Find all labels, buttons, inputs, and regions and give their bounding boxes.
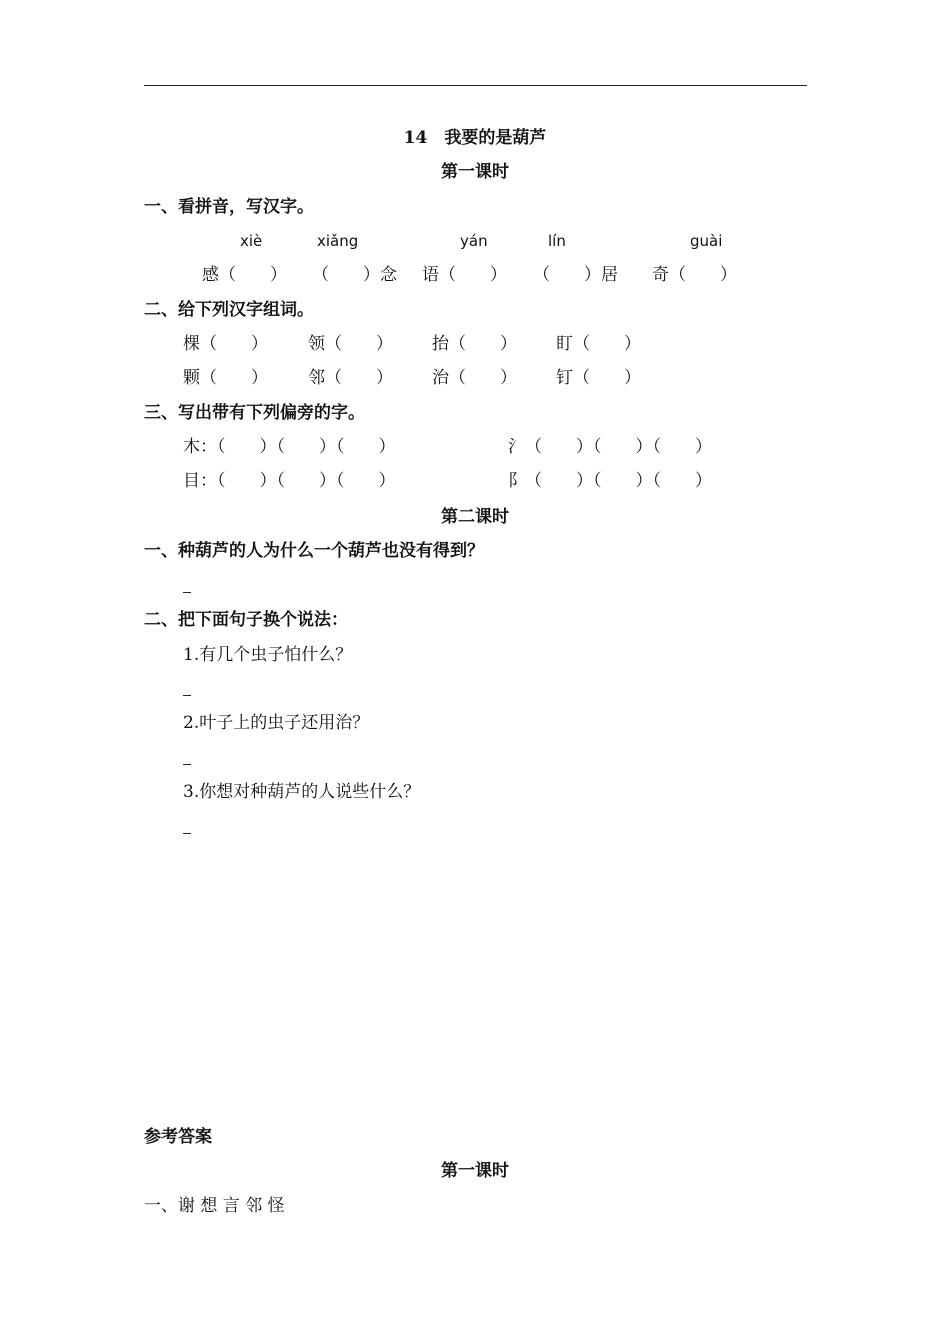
word-item-1[interactable]: 棵（ ） xyxy=(183,334,268,354)
answer-blank-1[interactable] xyxy=(183,592,191,593)
answer-blank-2[interactable] xyxy=(183,695,191,696)
header-rule xyxy=(144,85,807,86)
fill-item-3[interactable]: 语（ ） xyxy=(422,265,507,285)
pinyin-1: xiè xyxy=(240,232,263,250)
pinyin-3: yán xyxy=(460,232,488,250)
pinyin-2: xiǎng xyxy=(317,232,359,250)
word-item-4[interactable]: 盯（ ） xyxy=(556,334,641,354)
section-heading-lesson-1: 第一课时 xyxy=(441,162,509,182)
word-item-5[interactable]: 颗（ ） xyxy=(183,368,268,388)
answer-blank-4[interactable] xyxy=(183,833,191,834)
answers-title: 参考答案 xyxy=(144,1127,212,1147)
pinyin-5: guài xyxy=(690,232,723,250)
question-2-title: 二、给下列汉字组词。 xyxy=(144,300,314,320)
fill-item-2[interactable]: （ ）念 xyxy=(312,265,397,285)
question-2-2-title: 二、把下面句子换个说法： xyxy=(144,610,348,630)
word-item-2[interactable]: 领（ ） xyxy=(308,334,393,354)
radical-row-1-right[interactable]: 氵（ ）（ ）（ ） xyxy=(508,437,712,457)
word-item-7[interactable]: 治（ ） xyxy=(432,368,517,388)
sentence-item-1: 1.有几个虫子怕什么？ xyxy=(183,645,353,665)
answer-line-1: 一、谢 想 言 邻 怪 xyxy=(144,1196,285,1216)
question-3-title: 三、写出带有下列偏旁的字。 xyxy=(144,403,365,423)
question-1-title: 一、看拼音，写汉字。 xyxy=(144,197,314,217)
question-2-1-title: 一、种葫芦的人为什么一个葫芦也没有得到？ xyxy=(144,541,484,561)
radical-row-2-right[interactable]: 阝（ ）（ ）（ ） xyxy=(508,471,712,491)
radical-row-2-left[interactable]: 目：（ ）（ ）（ ） xyxy=(183,471,396,491)
answer-blank-3[interactable] xyxy=(183,764,191,765)
radical-row-1-left[interactable]: 木：（ ）（ ）（ ） xyxy=(183,437,396,457)
fill-item-4[interactable]: （ ）居 xyxy=(533,265,618,285)
fill-item-5[interactable]: 奇（ ） xyxy=(652,265,737,285)
fill-item-1[interactable]: 感（ ） xyxy=(202,265,287,285)
section-heading-lesson-2: 第二课时 xyxy=(441,507,509,527)
answers-heading: 第一课时 xyxy=(441,1161,509,1181)
page-title: 14 我要的是葫芦 xyxy=(403,128,547,148)
sentence-item-2: 2.叶子上的虫子还用治？ xyxy=(183,713,370,733)
pinyin-4: lín xyxy=(548,232,566,250)
sentence-item-3: 3.你想对种葫芦的人说些什么？ xyxy=(183,782,421,802)
word-item-3[interactable]: 抬（ ） xyxy=(432,334,517,354)
word-item-8[interactable]: 钉（ ） xyxy=(556,368,641,388)
word-item-6[interactable]: 邻（ ） xyxy=(308,368,393,388)
